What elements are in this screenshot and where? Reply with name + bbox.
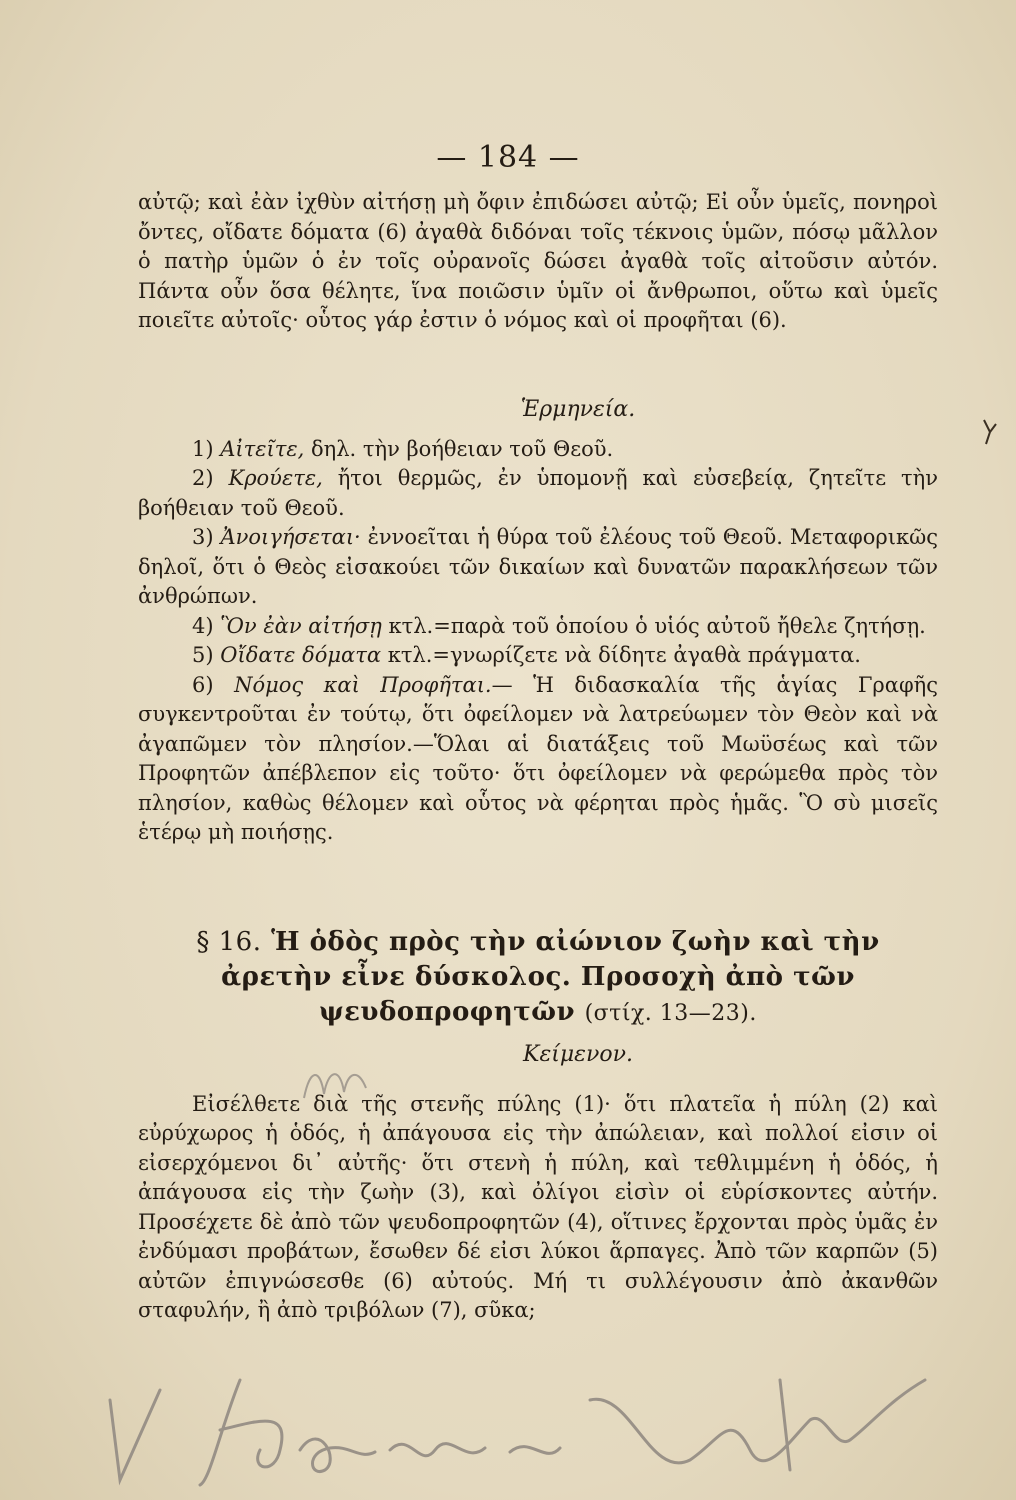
note-number: 6) xyxy=(192,672,214,697)
note-2 xyxy=(138,464,938,523)
note-term: Νόμος καὶ Προφῆται. xyxy=(234,672,492,697)
note-6 xyxy=(138,671,938,848)
text-section-heading: Κείμενον. xyxy=(523,1042,633,1067)
note-text: — Ἡ διδασκαλία τῆς ἁγίας Γραφῆς συγκεντροῦται ἐν τούτῳ, ὅτι ὀφείλομεν νὰ λατρεύωμεν τὸν Θεὸν καὶ νὰ ἀγαπῶμεν τὸν πλησίον.—Ὅλαι αἱ διατάξεις τοῦ Μωϋσέως καὶ τῶν Προφητῶν ἀπέβλεπον εἰς τοῦτο· ὅτι ὀφείλομεν νὰ φερώμεθα πρὸς τὸν πλησίον, καθὼς θέλομεν καὶ οὗτος νὰ φέρηται πρὸς ἡμᾶς. Ὃ σὺ μισεῖς ἑτέρῳ μὴ ποιήσῃς. xyxy=(138,672,938,844)
note-5 xyxy=(138,641,938,671)
note-text: ἐννοεῖται ἡ θύρα τοῦ ἐλέους τοῦ Θεοῦ. Μεταφορικῶς δηλοῖ, ὅτι ὁ Θεὸς εἰσακούει τῶν δικαίων καὶ δυνατῶν παρακλήσεων τῶν ἀνθρώπων. xyxy=(138,525,938,608)
interpretation-heading: Ἑρμηνεία. xyxy=(520,397,636,422)
note-text: κτλ.=παρὰ τοῦ ὁποίου ὁ υἱός αὐτοῦ ἤθελε ζητήσῃ. xyxy=(381,613,926,638)
interpretation-block xyxy=(138,395,938,848)
note-number: 3) xyxy=(192,525,214,549)
text-section-block xyxy=(138,1040,938,1326)
note-term: Αἰτεῖτε, xyxy=(220,436,305,461)
section-reference: (στίχ. 13—23). xyxy=(584,1001,757,1026)
note-1 xyxy=(138,435,938,465)
note-term: Κρούετε, xyxy=(228,466,323,490)
note-number: 5) xyxy=(192,643,214,667)
note-4 xyxy=(138,612,938,642)
note-number: 1) xyxy=(192,436,214,461)
note-term: Οἴδατε δόματα xyxy=(220,643,382,667)
intro-block xyxy=(138,188,938,336)
note-term: Ὃν ἐὰν αἰτήσῃ xyxy=(220,613,382,638)
pencil-scribble xyxy=(300,1058,380,1106)
handwritten-signature xyxy=(90,1340,950,1490)
text-section-paragraph: Εἰσέλθετε διὰ τῆς στενῆς πύλης (1)· ὅτι πλατεῖα ἡ πύλη (2) καὶ εὐρύχωρος ἡ ὁδός, ἡ ἀπάγουσα εἰς τὴν ἀπώλειαν, καὶ πολλοί εἰσιν οἱ εἰσερχόμενοι δι᾽ αὐτῆς· ὅτι στενὴ ἡ πύλη, καὶ τεθλιμμένη ἡ ὁδός, ἡ ἀπάγουσα εἰς τὴν ζωὴν (3), καὶ ὀλίγοι εἰσὶν οἱ εὑρίσκοντες αὐτήν. Προσέχετε δὲ ἀπὸ τῶν ψευδοπροφητῶν (4), οἵτινες ἔρχονται πρὸς ὑμᾶς ἐν ἐνδύμασι προβάτων, ἔσωθεν δέ εἰσι λύκοι ἅρπαγες. Ἀπὸ τῶν καρπῶν (5) αὐτῶν ἐπιγνώσεσθε (6) αὐτούς. Μή τι συλλέγουσιν ἀπὸ ἀκανθῶν σταφυλήν, ἢ ἀπὸ τριβόλων (7), σῦκα; xyxy=(138,1091,938,1322)
page-number: — 184 — xyxy=(436,140,580,175)
note-term: Ἀνοιγήσεται· xyxy=(220,525,361,549)
section-number: § 16. xyxy=(196,927,262,957)
margin-mark xyxy=(982,418,998,446)
intro-paragraph: αὐτῷ; καὶ ἐὰν ἰχθὺν αἰτήσῃ μὴ ὄφιν ἐπιδώσει αὐτῷ; Εἰ οὖν ὑμεῖς, πονηροὶ ὄντες, οἴδατε δόματα (6) ἀγαθὰ διδόναι τοῖς τέκνοις ὑμῶν, πόσῳ μᾶλλον ὁ πατὴρ ὑμῶν ὁ ἐν τοῖς οὐρανοῖς δώσει ἀγαθὰ τοῖς αἰτοῦσιν αὐτόν. Πάντα οὖν ὅσα θέλητε, ἵνα ποιῶσιν ὑμῖν οἱ ἄνθρωποι, οὕτω καὶ ὑμεῖς ποιεῖτε αὐτοῖς· οὗτος γάρ ἐστιν ὁ νόμος καὶ οἱ προφῆται (6). xyxy=(138,190,938,332)
section-title: Ἡ ὁδὸς πρὸς τὴν αἰώνιον ζωὴν καὶ τὴν ἀρετὴν εἶνε δύσκολος. Προσοχὴ ἀπὸ τῶν ψευδοπροφητῶν xyxy=(221,927,880,1027)
note-3 xyxy=(138,523,938,612)
note-text: ἤτοι θερμῶς, ἐν ὑπομονῇ καὶ εὐσεβείᾳ, ζητεῖτε τὴν βοήθειαν τοῦ Θεοῦ. xyxy=(138,466,938,520)
section-heading xyxy=(138,925,938,1031)
note-number: 2) xyxy=(192,466,214,490)
note-text: κτλ.=γνωρίζετε νὰ δίδητε ἀγαθὰ πράγματα. xyxy=(381,643,861,667)
note-number: 4) xyxy=(192,613,214,638)
note-text: δηλ. τὴν βοήθειαν τοῦ Θεοῦ. xyxy=(304,436,614,461)
